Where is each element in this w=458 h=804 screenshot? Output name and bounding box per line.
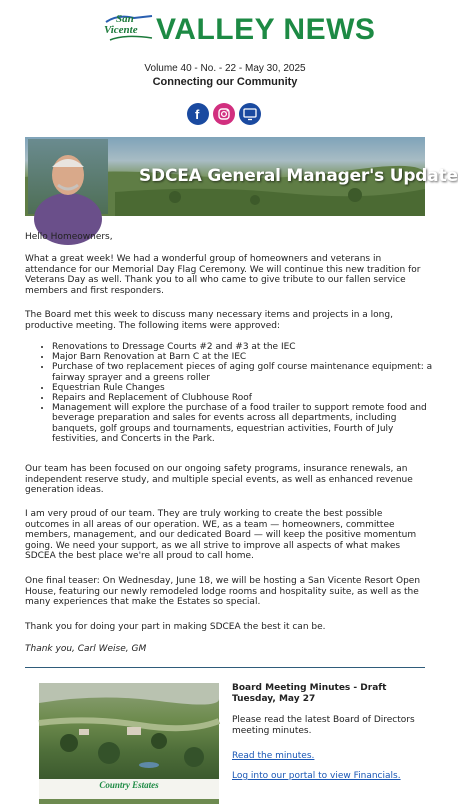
country-estates-logo: Country Estates xyxy=(99,780,159,790)
list-item: • Major Barn Renovation at Barn C at the IEC xyxy=(52,352,438,362)
issue-info: Volume 40 - No. - 22 - May 30, 2025 xyxy=(144,63,306,74)
paragraph-text: Our team has been focused on our ongoing safety programs, insurance renewals, an independent reserve study, and multiple special events, as well as enhanced revenue generation ideas. xyxy=(25,464,413,495)
paragraph-text: What a great week! We had a wonderful group of homeowners and veterans in attendance for our Memorial Day Flag Ceremony. We will continue this new tradition for Veterans Day as well. Thank you to all who came to give tribute to our fallen service members and first responders. xyxy=(25,254,421,296)
logo-line-2: Vicente xyxy=(104,24,138,36)
gm-portrait xyxy=(28,139,108,214)
newsletter-title: VALLEY NEWS xyxy=(156,13,376,46)
paragraph-1 xyxy=(25,254,425,296)
paragraph-text: I am very proud of our team. They are truly working to create the best possible outcomes in all areas of our operation. WE, as a team — homeowners, committee members, management, and our dedicated Board — will keep the positive momentum going. We need your support, as we all strive to improve all aspects of what makes SDCEA the best place we're all proud to call home. xyxy=(25,509,417,561)
portal-financials-link[interactable]: Log into our portal to view Financials. xyxy=(232,771,401,781)
paragraph-text: One final teaser: On Wednesday, June 18, we will be hosting a San Vicente Resort Open House, featuring our newly remodeled lodge rooms and hospitality suite, as well as the many experiences that make the Estates so special. xyxy=(25,576,421,607)
logo-san-vicente xyxy=(104,14,154,44)
gm-update-banner xyxy=(25,137,458,216)
list-item: • Repairs and Replacement of Clubhouse Roof xyxy=(52,393,438,403)
board-minutes-heading xyxy=(232,683,387,705)
banner-title: SDCEA General Manager's Update xyxy=(139,166,458,186)
approved-items-list xyxy=(38,342,438,444)
paragraph-2 xyxy=(25,310,425,331)
paragraph-6 xyxy=(25,622,425,633)
signature xyxy=(25,644,425,655)
list-item: • Equestrian Rule Changes xyxy=(52,383,438,393)
paragraph-3 xyxy=(25,464,425,496)
greeting xyxy=(25,232,425,243)
paragraph-text: The Board met this week to discuss many necessary items and projects in a long, productive meeting. The following items were approved: xyxy=(25,310,393,331)
masthead xyxy=(0,12,450,48)
board-minutes-description: Please read the latest Board of Directors meeting minutes. xyxy=(232,715,415,736)
list-item: • Purchase of two replacement pieces of aging golf course maintenance equipment: a fairway sprayer and a greens roller xyxy=(52,362,438,382)
instagram-icon[interactable] xyxy=(213,103,235,125)
svg-text:f: f xyxy=(195,107,200,122)
paragraph-4 xyxy=(25,509,425,562)
greeting-text: Hello Homeowners, xyxy=(25,232,113,242)
paragraph-5 xyxy=(25,576,425,608)
paragraph-text: Thank you for doing your part in making SDCEA the best it can be. xyxy=(25,622,326,632)
website-icon[interactable] xyxy=(239,103,261,125)
board-minutes-date: Tuesday, May 27 xyxy=(232,694,316,704)
list-item: • Renovations to Dressage Courts #2 and #3 at the IEC xyxy=(52,342,438,352)
estates-aerial-image xyxy=(39,683,219,779)
board-minutes-title: Board Meeting Minutes - Draft xyxy=(232,683,387,693)
tagline: Connecting our Community xyxy=(152,76,298,88)
logo-line-1: San xyxy=(116,13,134,25)
facebook-icon[interactable] xyxy=(187,103,209,125)
signature-text: Thank you, Carl Weise, GM xyxy=(25,644,147,654)
section-divider xyxy=(25,667,425,668)
image-strip xyxy=(39,799,219,804)
read-minutes-link[interactable]: Read the minutes. xyxy=(232,751,315,761)
list-item: • Management will explore the purchase of a food trailer to support remote food and beverage preparation and sales for events across all departments, including banquets, golf groups and tournaments, equestrian activities, Fourth of July festivities, and Concerts in the Park. xyxy=(52,403,438,444)
estates-logo-strip xyxy=(39,779,219,804)
